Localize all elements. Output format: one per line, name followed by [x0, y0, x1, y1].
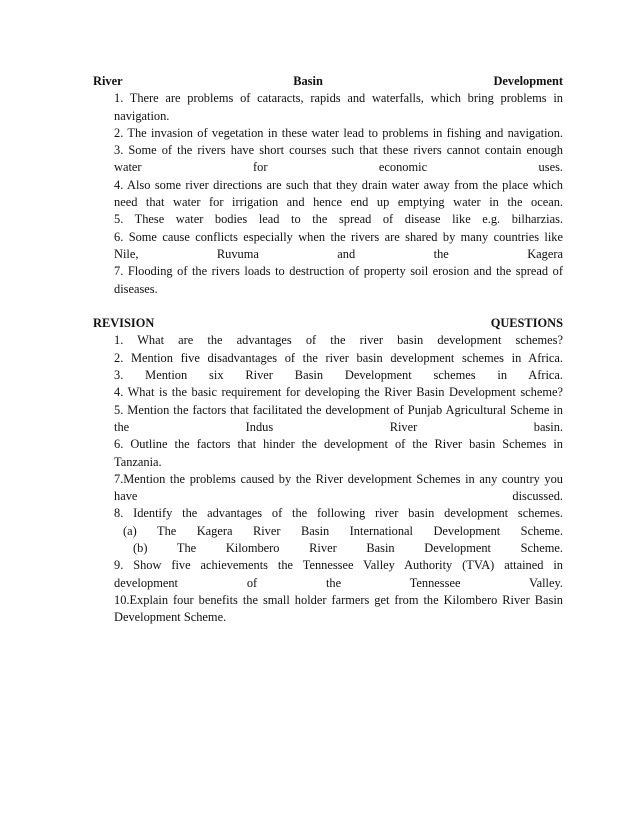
problem-line: 4. Also some river directions are such that they drain water away from the place which	[114, 177, 563, 192]
problem-line: water for economic uses.	[114, 160, 563, 175]
problem-line: 7. Flooding of the rivers loads to destruction of property soil erosion and the spread of	[114, 264, 563, 279]
question-line: 4. What is the basic requirement for developing the River Basin Development scheme?	[114, 385, 563, 400]
question-line: 9. Show five achievements the Tennessee Valley Authority (TVA) attained in	[114, 558, 563, 573]
question-line: 6. Outline the factors that hinder the development of the River basin Schemes in	[114, 437, 563, 452]
heading-word: REVISION	[93, 316, 155, 331]
paragraph-spacer	[93, 298, 563, 315]
document-body	[93, 73, 563, 627]
problem-line: need that water for irrigation and hence end up emptying water in the ocean.	[114, 195, 563, 210]
question-subitem-line: (a) The Kagera River Basin International Development Scheme.	[123, 523, 563, 538]
question-line: development of the Tennessee Valley.	[114, 575, 563, 590]
question-line: 8. Identify the advantages of the following river basin development schemes.	[114, 506, 563, 521]
problem-line: 5. These water bodies lead to the spread of disease like e.g. bilharzias.	[114, 212, 563, 227]
problem-line: diseases.	[114, 281, 158, 296]
heading-word: QUESTIONS	[490, 316, 563, 331]
question-line: 3. Mention six River Basin Development schemes in Africa.	[114, 368, 563, 383]
question-line: 10.Explain four benefits the small holder farmers get from the Kilombero River Basin	[114, 592, 563, 607]
heading-word: Development	[493, 74, 563, 88]
question-line: have discussed.	[114, 489, 563, 504]
section-heading-revision-questions	[93, 315, 563, 332]
question-line: Tanzania.	[114, 454, 162, 469]
question-line: 2. Mention five disadvantages of the river basin development schemes in Africa.	[114, 350, 563, 365]
question-line: 1. What are the advantages of the river basin development schemes?	[114, 333, 563, 348]
heading-word: River	[93, 74, 123, 88]
problem-line: 1. There are problems of cataracts, rapids and waterfalls, which bring problems in	[114, 91, 563, 106]
section-heading-river-basin-development	[93, 73, 563, 90]
problem-line: Nile, Ruvuma and the Kagera	[114, 246, 563, 261]
question-line: 7.Mention the problems caused by the River development Schemes in any country you	[114, 471, 563, 486]
question-line: the Indus River basin.	[114, 419, 563, 434]
problem-line: navigation.	[114, 108, 170, 123]
heading-word: Basin	[293, 74, 323, 88]
question-line: Development Scheme.	[114, 610, 227, 625]
problem-line: 6. Some cause conflicts especially when the rivers are shared by many countries like	[114, 229, 563, 244]
problem-line: 2. The invasion of vegetation in these water lead to problems in fishing and navigation.	[114, 125, 563, 140]
question-subitem-line: (b) The Kilombero River Basin Development Scheme.	[133, 541, 563, 556]
problem-line: 3. Some of the rivers have short courses such that these rivers cannot contain enough	[114, 143, 563, 158]
question-line: 5. Mention the factors that facilitated the development of Punjab Agricultural Scheme in	[114, 402, 563, 417]
